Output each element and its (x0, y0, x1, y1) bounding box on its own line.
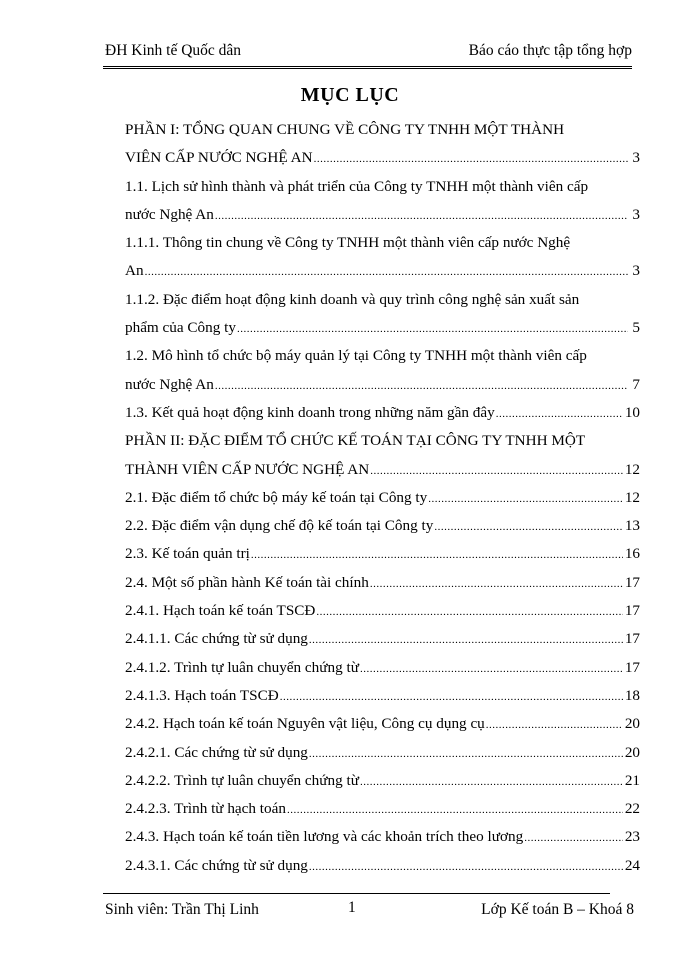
toc-dot-leader (360, 655, 623, 683)
toc-page-number: 17 (624, 630, 640, 648)
footer-class: Lớp Kế toán B – Khoá 8 (481, 901, 634, 918)
toc-dot-leader (215, 202, 628, 230)
toc-entry[interactable] (125, 823, 640, 851)
page-footer (103, 893, 634, 924)
toc-entry-title: PHẦN II: ĐẶC ĐIỂM TỔ CHỨC KẾ TOÁN TẠI CÔNG TY TNHH MỘT (125, 432, 586, 450)
toc-entry-title: An (125, 257, 145, 285)
header-report-title: Báo cáo thực tập tổng hợp (468, 42, 632, 59)
toc-entry[interactable] (125, 739, 640, 767)
toc-dot-leader (287, 796, 623, 824)
toc-entry-line (125, 229, 640, 257)
toc-page-number: 20 (624, 715, 640, 733)
toc-page-number: 22 (624, 800, 640, 818)
toc-entry[interactable] (125, 257, 640, 285)
toc-dot-leader (309, 626, 623, 654)
toc-entry-title: 1.1. Lịch sử hình thành và phát triển của Công ty TNHH một thành viên cấp (125, 177, 589, 195)
toc-entry-line (125, 116, 640, 144)
toc-dot-leader (370, 570, 623, 598)
toc-entry[interactable] (125, 484, 640, 512)
toc-page-number: 3 (632, 262, 640, 280)
toc-entry[interactable] (125, 710, 640, 738)
toc-dot-leader (434, 513, 622, 541)
toc-entry-title: 2.4.1.3. Hạch toán TSCĐ (125, 682, 280, 710)
toc-page-number: 20 (624, 743, 640, 761)
toc-entry-title: nước Nghệ An (125, 371, 215, 399)
toc-entry[interactable] (125, 682, 640, 710)
toc-entry[interactable] (125, 399, 640, 427)
toc-page-number: 3 (632, 149, 640, 167)
toc-entry[interactable] (125, 201, 640, 229)
page-title: MỤC LỤC (300, 84, 400, 106)
toc-entry-title: 1.1.2. Đặc điểm hoạt động kinh doanh và quy trình công nghệ sản xuất sản (125, 290, 580, 308)
toc-page-number: 17 (624, 602, 640, 620)
toc-entry-title: 2.4.3. Hạch toán kế toán tiền lương và các khoản trích theo lương (125, 823, 524, 851)
toc-entry[interactable] (125, 795, 640, 823)
toc-dot-leader (370, 457, 623, 485)
toc-page-number: 10 (624, 403, 640, 421)
toc-entry-title: 2.4.1.2. Trình tự luân chuyển chứng từ (125, 654, 360, 682)
toc-entry-title: 2.4.2.1. Các chứng từ sử dụng (125, 739, 309, 767)
toc-entry-title: 2.2. Đặc điểm vận dụng chế độ kế toán tại Công ty (125, 512, 434, 540)
toc-page-number: 21 (624, 771, 640, 789)
page-header (103, 42, 632, 69)
header-university: ĐH Kinh tế Quốc dân (105, 42, 242, 59)
toc-entry[interactable] (125, 540, 640, 568)
toc-page-number: 7 (632, 375, 640, 393)
toc-page-number: 16 (624, 545, 640, 563)
toc-entry[interactable] (125, 767, 640, 795)
toc-page-number: 13 (624, 517, 640, 535)
toc-entry-line (125, 342, 640, 370)
toc-page-number: 24 (624, 856, 640, 874)
toc-entry-title: 2.1. Đặc điểm tổ chức bộ máy kế toán tại Công ty (125, 484, 428, 512)
toc-entry-title: 2.4.3.1. Các chứng từ sử dụng (125, 852, 309, 880)
toc-entry-title: 2.4.2.2. Trình tự luân chuyển chứng từ (125, 767, 360, 795)
toc-page-number: 17 (624, 573, 640, 591)
toc-entry[interactable] (125, 456, 640, 484)
toc-dot-leader (524, 824, 623, 852)
toc-entry-title: VIÊN CẤP NƯỚC NGHỆ AN (125, 144, 314, 172)
toc-entry-title: 2.4.1.1. Các chứng từ sử dụng (125, 625, 309, 653)
toc-entry-title: THÀNH VIÊN CẤP NƯỚC NGHỆ AN (125, 456, 370, 484)
toc-entry-title: 2.4.1. Hạch toán kế toán TSCĐ (125, 597, 316, 625)
toc-entry-line (125, 173, 640, 201)
footer-student: Sinh viên: Trần Thị Linh (105, 901, 259, 918)
toc-page-number: 3 (632, 205, 640, 223)
toc-entry[interactable] (125, 371, 640, 399)
toc-entry[interactable] (125, 569, 640, 597)
toc-entry[interactable] (125, 597, 640, 625)
toc-page-number: 5 (632, 319, 640, 337)
toc-entry[interactable] (125, 314, 640, 342)
toc-dot-leader (316, 598, 622, 626)
toc-page-number: 18 (624, 686, 640, 704)
toc-entry[interactable] (125, 625, 640, 653)
toc-entry-line (125, 286, 640, 314)
toc-dot-leader (486, 711, 623, 739)
toc-entry-title: nước Nghệ An (125, 201, 215, 229)
toc-entry[interactable] (125, 852, 640, 880)
toc-dot-leader (145, 258, 628, 286)
toc-dot-leader (360, 768, 623, 796)
toc-dot-leader (428, 485, 623, 513)
footer-page-number: 1 (348, 899, 356, 916)
toc-entry-title: phẩm của Công ty (125, 314, 237, 342)
toc-entry-line (125, 427, 640, 455)
toc-dot-leader (237, 315, 628, 343)
toc-entry[interactable] (125, 144, 640, 172)
toc-dot-leader (309, 740, 623, 768)
toc-page-number: 17 (624, 658, 640, 676)
toc-entry-title: 2.4. Một số phần hành Kế toán tài chính (125, 569, 370, 597)
toc-dot-leader (251, 541, 623, 569)
toc-page-number: 12 (624, 488, 640, 506)
toc-entry-title: 2.4.2. Hạch toán kế toán Nguyên vật liệu, Công cụ dụng cụ (125, 710, 486, 738)
toc-entry-title: PHẦN I: TỔNG QUAN CHUNG VỀ CÔNG TY TNHH MỘT THÀNH (125, 121, 565, 138)
toc-entry-title: 1.2. Mô hình tổ chức bộ máy quản lý tại Công ty TNHH một thành viên cấp (125, 347, 587, 365)
toc-entry-title: 1.1.1. Thông tin chung về Công ty TNHH một thành viên cấp nước Nghệ (125, 234, 571, 252)
toc-dot-leader (280, 683, 623, 711)
toc-entry-title: 2.4.2.3. Trình từ hạch toán (125, 795, 287, 823)
toc-dot-leader (309, 853, 623, 881)
toc-page-number: 12 (624, 460, 640, 478)
table-of-contents (125, 116, 640, 880)
toc-page-number: 23 (624, 828, 640, 846)
toc-entry-title: 2.3. Kế toán quản trị (125, 540, 251, 568)
toc-entry-title: 1.3. Kết quả hoạt động kinh doanh trong những năm gần đây (125, 399, 496, 427)
toc-entry[interactable] (125, 654, 640, 682)
toc-dot-leader (314, 145, 628, 173)
toc-entry[interactable] (125, 512, 640, 540)
toc-dot-leader (215, 372, 628, 400)
toc-dot-leader (496, 400, 623, 428)
